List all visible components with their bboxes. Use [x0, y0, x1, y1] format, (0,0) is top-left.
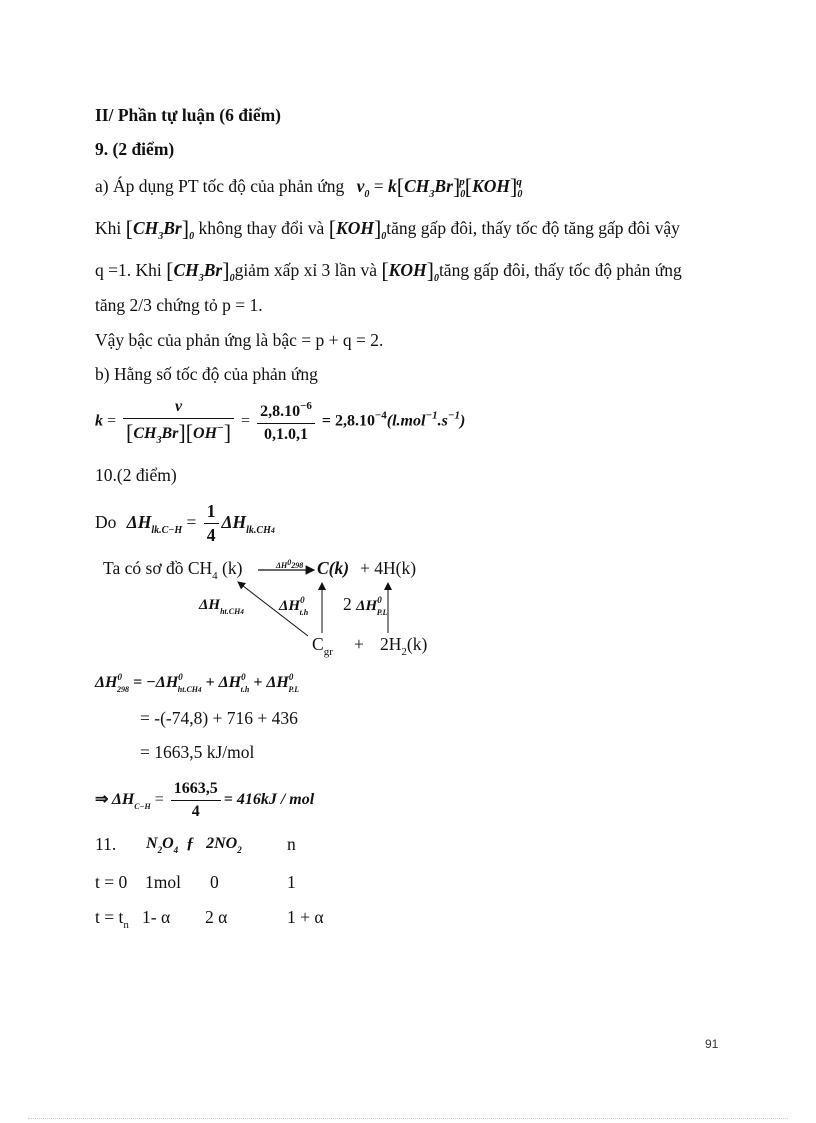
q9-line3: q =1. Khi $[CH_3Br]_0giảm$ xấp xỉ 3 lần và $[KOH]_0tăng$ gấp đôi, thấy tốc độ phản ứng — [95, 258, 682, 284]
scheme-intro: Ta có sơ đồ $CH_4$ (k) — [103, 558, 243, 582]
scheme-c-k: C(k) — [317, 558, 350, 578]
calc-line-2: = 1663,5 kJ/mol — [140, 742, 255, 762]
q9-b-text: b) Hằng số tốc độ của phản ứng — [95, 364, 318, 384]
row0-c1: 1mol — [145, 872, 181, 892]
bond-energy-relation: $\Delta H_{lk.C-H}$ = $\frac{1}{4}$ $\Delta H_{lk.CH4}$ — [126, 501, 275, 546]
q9-line4: tăng 2/3 chứng tỏ p = 1. — [95, 295, 263, 315]
scheme-dh-th: $\Delta H^0_{t.h}$ — [279, 595, 309, 617]
koh-conc-2: $[KOH]_0$ — [381, 258, 439, 284]
dh298-equation: $\Delta H^0_{298} = -\Delta H^0_{ht.CH4} + \Delta H^0_{t.h} + \Delta H^0_{P.L}$ — [95, 672, 300, 694]
row1-c1: 1- α — [142, 907, 171, 927]
row0-t: t = 0 — [95, 872, 128, 892]
q11-reaction: $N_2O_4$ ƒ $2NO_2$ — [146, 835, 242, 855]
arrow-cgr-to-ch4 — [238, 582, 308, 636]
row1-t: $t = t_n$ — [95, 907, 129, 931]
calc-line-1: = -(-74,8) + 716 + 436 — [140, 708, 298, 728]
q10-do-line: Do $\Delta H_{lk.C-H}$ = $\frac{1}{4}$ $\Delta H_{lk.CH4}$ — [95, 501, 275, 546]
k-fraction-2: $\frac{2,8.10^{-6}}{0,1.0,1}$ — [257, 400, 315, 443]
arrow-label-dh298: ΔH0298 — [276, 558, 304, 570]
q9-a-text: a) Áp dụng PT tốc độ của phản ứng — [95, 176, 345, 196]
q9-line2: Khi $[CH_3Br]_0$ không thay đổi và $[KOH]_0tăng$ gấp đôi, thấy tốc độ tăng gấp đôi vậy — [95, 216, 680, 242]
ch3br-conc: $[CH_3Br]_0$ — [125, 216, 195, 242]
scheme-dh-ht: $\Delta H_{ht.CH4}$ — [199, 597, 244, 616]
ch3br-conc-2: $[CH_3Br]_0$ — [166, 258, 235, 284]
rate-law-equation: $v_0 = k[CH_3Br]_0^p[KOH]_0^q$ — [356, 174, 523, 200]
scheme-plus: + — [354, 634, 364, 654]
scheme-c-gr: $C_{gr}$ — [312, 634, 333, 658]
row1-c2: 2 α — [205, 907, 228, 927]
q11-n-label: n — [287, 834, 296, 854]
q9-header: 9. (2 điểm) — [95, 139, 175, 159]
koh-conc: $[KOH]_0$ — [328, 216, 387, 242]
row0-c2: 0 — [210, 872, 219, 892]
row0-c3: 1 — [287, 872, 296, 892]
k-fraction-1: $\frac{v}{[CH_3Br][OH^-]}$ — [123, 398, 234, 446]
page-number: 91 — [705, 1037, 719, 1051]
section-title: II/ Phần tự luận (6 điểm) — [95, 105, 282, 125]
row1-c3: 1 + α — [287, 907, 324, 927]
q10-header: 10.(2 điểm) — [95, 465, 177, 485]
scheme-h2: $2H_2(k)$ — [380, 634, 428, 658]
q9-line5: Vậy bậc của phản ứng là bậc = p + q = 2. — [95, 330, 384, 350]
final-bond-energy: ⇒ $\Delta H_{C-H}$ = $\frac{1663,5}{4}$ = 416kJ / mol — [95, 780, 315, 820]
q11-header: 11. — [95, 834, 117, 854]
footer-divider — [28, 1118, 788, 1119]
scheme-2dh-pl: 2 $\Delta H^0_{P.L}$ — [343, 594, 388, 617]
rate-constant-equation: k = $\frac{v}{[CH_3Br][OH^-]}$ = $\frac{2,8.10^{-6}}{0,1.0,1}$ = $2,8.10^{-4}(l.mol^{-1}.s^{-1})$ — [95, 398, 466, 446]
scheme-4h: + 4H(k) — [360, 558, 417, 578]
